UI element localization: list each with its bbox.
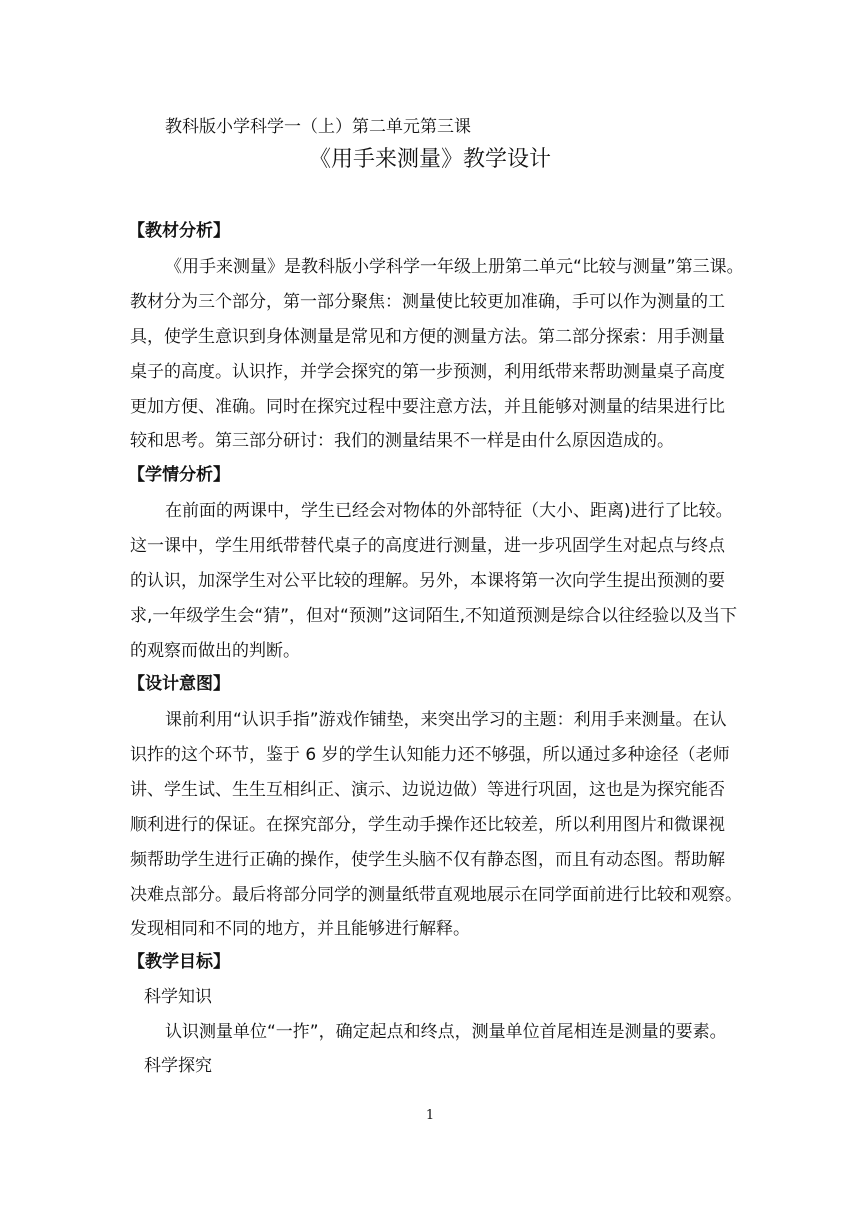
paragraph-line: 在前面的两课中，学生已经会对物体的外部特征（大小、距离)进行了比较。 (165, 501, 733, 521)
paragraph-line: 求,一年级学生会“猜”，但对“预测”这词陌生,不知道预测是综合以往经验以及当下 (130, 606, 738, 626)
paragraph-line: 频帮助学生进行正确的操作，使学生头脑不仅有静态图，而且有动态图。帮助解 (130, 850, 725, 870)
section-heading-student: 【学情分析】 (128, 465, 230, 485)
section-heading-analysis: 【教材分析】 (128, 221, 230, 241)
paragraph-line: 决难点部分。最后将部分同学的测量纸带直观地展示在同学面前进行比较和观察。 (130, 885, 742, 905)
paragraph-line: 发现相同和不同的地方，并且能够进行解释。 (130, 919, 470, 939)
paragraph-line: 的观察而做出的判断。 (130, 641, 300, 661)
paragraph-line: 顺利进行的保证。在探究部分，学生动手操作还比较差，所以利用图片和微课视 (130, 815, 725, 835)
paragraph-line: 认识测量单位“一拃”，确定起点和终点，测量单位首尾相连是测量的要素。 (165, 1022, 727, 1042)
document-subtitle: 教科版小学科学一（上）第二单元第三课 (165, 117, 471, 137)
section-heading-goals: 【教学目标】 (128, 952, 230, 972)
document-title: 《用手来测量》教学设计 (308, 147, 551, 172)
paragraph-line: 具，使学生意识到身体测量是常见和方便的测量方法。第二部分探索：用手测量 (130, 327, 725, 347)
subsection-label-inquiry: 科学探究 (144, 1056, 212, 1076)
paragraph-line: 讲、学生试、生生互相纠正、演示、边说边做）等进行巩固，这也是为探究能否 (130, 780, 725, 800)
paragraph-line: 课前利用“认识手指”游戏作铺垫，来突出学习的主题：利用手来测量。在认 (165, 710, 727, 730)
paragraph-line: 桌子的高度。认识拃，并学会探究的第一步预测，利用纸带来帮助测量桌子高度 (130, 362, 725, 382)
paragraph-line: 更加方便、准确。同时在探究过程中要注意方法，并且能够对测量的结果进行比 (130, 397, 725, 417)
paragraph-line: 《用手来测量》是教科版小学科学一年级上册第二单元“比较与测量”第三课。 (165, 257, 744, 277)
paragraph-line: 的认识，加深学生对公平比较的理解。另外，本课将第一次向学生提出预测的要 (130, 571, 725, 591)
page-number: 1 (425, 1108, 435, 1123)
paragraph-line: 识拃的这个环节，鉴于 6 岁的学生认知能力还不够强，所以通过多种途径（老师 (130, 745, 730, 765)
paragraph-line: 这一课中，学生用纸带替代桌子的高度进行测量，进一步巩固学生对起点与终点 (130, 536, 725, 556)
section-heading-design: 【设计意图】 (128, 674, 230, 694)
subsection-label-knowledge: 科学知识 (144, 987, 212, 1007)
paragraph-line: 教材分为三个部分，第一部分聚焦：测量使比较更加准确，手可以作为测量的工 (130, 292, 725, 312)
paragraph-line: 较和思考。第三部分研讨：我们的测量结果不一样是由什么原因造成的。 (130, 431, 674, 451)
